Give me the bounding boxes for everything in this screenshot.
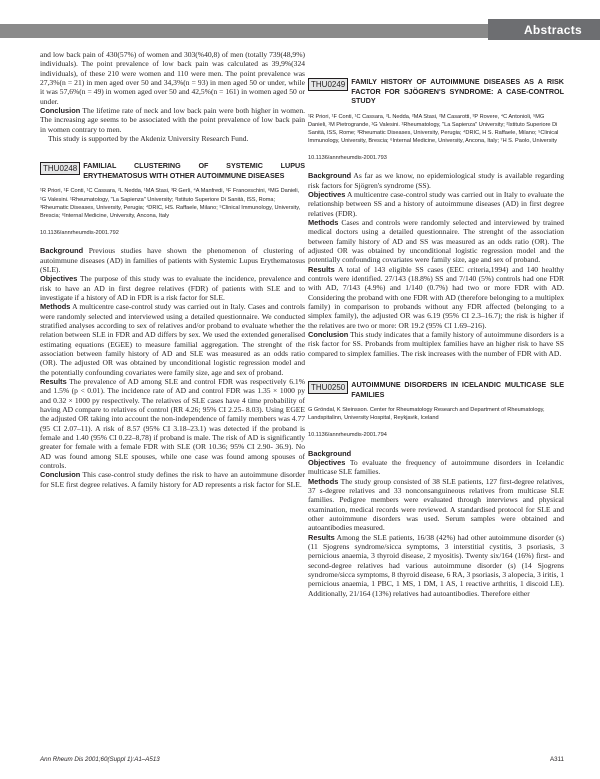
objectives-text: The purpose of this study was to evaluate the incidence, prevalence and risk to have an AD in first degree relatives (FDR) of patients with SLE and to investigate if a history of AD in FDR is a risk factor for SLE.	[40, 274, 305, 302]
conclusion-label: Conclusion	[308, 330, 349, 340]
objectives-paragraph	[40, 274, 305, 302]
objectives-text: A multicentre case-control study was carried out in Italy to evaluate the relationship between SS and a history of autoimmune diseases (AD) in first degree relatives (FDR).	[308, 189, 564, 218]
methods-paragraph	[40, 302, 305, 377]
methods-text: Cases and controls were randomly selected and interviewed by trained medical doctors using a detailed questionnaire. The strenght of the association between family history of AD and SS was measured as an odds ratio (OR). The adjusted OR was obtained by unconditional logistic regression model and the potentially confounding covariates were family size, age and sex of proband.	[308, 217, 564, 265]
abstract-header-thu0249	[308, 77, 564, 106]
methods-text: A multicentre case-control study was carried out in Italy. Cases and controls were randomly selected and interviewed using a detailed questionnaire. We conducted stratified analyses according to sex of relatives and/or proband to evaluate whether the relation between SLE in FDR and AD differs by sex. We used the extended generalised estimating equations (EGEE) to measure familial aggregation. The strenght of the association between family history of AD and SLE was measured as an odds ratio (OR). The adjusted OR was obtained by unconditional logistic regression model and the potentially confounding covariates were family size, age and sex of proband.	[40, 302, 305, 377]
intro-paragraph: and low back pain of 430(57%) of women and 303(%40,8) of men (totally 739(48,9%) individuals). The point prevalence of low back pain was calculated as 39,9%(324 individuals), of these 210 were women and 110 were men. The point prevalence was 27,3%(n = 21) in men aged over 50 and 34,3%(n = 93) in men aged 50 or under, while it was 57,6%(n = 49) in women aged over 50 and 42,5%(n = 161) in women aged 50 or under.	[40, 50, 305, 106]
abstract-title: AUTOIMMUNE DISORDERS IN ICELANDIC MULTICASE SLE FAMILIES	[351, 380, 564, 399]
conclusion-paragraph-2	[40, 470, 305, 489]
results-paragraph	[40, 377, 305, 470]
abstract-title: FAMILIAL CLUSTERING OF SYSTEMIC LUPUS ERYTHEMATOSUS WITH OTHER AUTOIMMUNE DISEASES	[83, 161, 305, 180]
left-column	[40, 50, 305, 489]
background-text: As far as we know, no epidemiological study is available regarding risk factors for Sjögren's syndrome (SS).	[308, 171, 564, 190]
conclusion-paragraph	[308, 330, 564, 358]
conclusion-text: The lifetime rate of neck and low back pain were both higher in women. The increasing age seems to be associated with the point prevalence of low back pain in women contrary to men.	[40, 106, 305, 134]
page-footer	[40, 756, 564, 763]
header-bar	[0, 0, 600, 44]
results-paragraph	[308, 265, 564, 330]
abstract-code: THU0249	[308, 78, 348, 91]
abstract-header-thu0250	[308, 380, 564, 399]
results-label: Results	[308, 264, 335, 274]
background-paragraph	[308, 171, 564, 190]
objectives-paragraph	[308, 458, 564, 477]
results-text: A total of 143 eligible SS cases (EEC criteria,1994) and 140 healthy controls were identified. 27/143 (18.8%) SS and 7/140 (5%) controls had one FDR with AD, 7/143 (4.9%) and 1/140 (0.7%) had two or more FDR with AD. Considering the proband with one FDR with AD (therefore belonging to a multiplex family) in comparison to probands without any FDR affected (belonging to a simplex family), the adjusted OR was 6.19 (95% CI 2.3–16.7); the risk is higher if the relatives are two or more: OR 19.2 (95% CI 1.69–216).	[308, 264, 564, 330]
methods-label: Methods	[308, 476, 339, 486]
page-number: A311	[550, 756, 564, 763]
conclusion-paragraph	[40, 106, 305, 134]
abstract-title: FAMILY HISTORY OF AUTOIMMUNE DISEASES AS A RISK FACTOR FOR SJÖGREN'S SYNDROME: A CASE-CONTROL STUDY	[351, 77, 564, 105]
methods-text: The study group consisted of 38 SLE patients, 127 first-degree relatives, 37 s-degree relatives and 33 nonconsanguineous relatives from multicase SLE families. Pedigree members were evaluated through interviews and physical examination, medical records were reviewed. A standardised protocol for SLE and other autoimmune disorders was used. Serum samples were obtained and autoantibodies measured.	[308, 476, 564, 533]
abstract-code: THU0248	[40, 162, 80, 175]
background-paragraph	[40, 246, 305, 274]
background-heading	[308, 449, 564, 458]
abstract-code: THU0250	[308, 381, 348, 394]
abstract-header-thu0248	[40, 161, 305, 180]
background-label: Background	[40, 246, 84, 256]
results-label: Results	[40, 376, 67, 386]
section-tab: Abstracts	[488, 19, 600, 40]
abstract-doi: 10.1136/annrheumdis-2001.794	[308, 432, 387, 439]
abstract-doi: 10.1136/annrheumdis-2001.793	[308, 154, 387, 161]
abstract-authors: G Gröndal, K Steinsson. Center for Rheumatology Research and Department of Rheumatology, Landspitalinn, University Hospital, Reykjavik, Iceland	[308, 407, 545, 422]
background-label: Background	[308, 448, 352, 458]
results-paragraph	[308, 533, 564, 598]
methods-label: Methods	[40, 302, 71, 312]
conclusion-text-2: This case-control study defines the risk to have an autoimmune disorder for SLE first degree relatives. A family history for AD represents a risk factor for SLE.	[40, 470, 305, 489]
abstract-doi: 10.1136/annrheumdis-2001.792	[40, 229, 119, 236]
objectives-label: Objectives	[308, 189, 346, 199]
methods-paragraph	[308, 477, 564, 533]
methods-label: Methods	[308, 217, 339, 227]
right-column	[308, 77, 564, 598]
conclusion-label: Conclusion	[40, 106, 81, 116]
results-label: Results	[308, 532, 335, 542]
methods-paragraph	[308, 218, 564, 265]
background-label: Background	[308, 171, 352, 181]
results-text: The prevalence of AD among SLE and control FDR was respectively 6.1% and 1.5% (p < 0.01). The incidence rate of AD and control FDR was 1.35 × 1000 py and 0.32 × 1000 py respectively. The relatives of SLE cases have 4 time probability of having AD compare to relatives of control (RR 4.26; 95% CI 2.25- 8.03). Using EGEE the adjusted OR taking into account the non-independence of family members was 4.77 (95 CI 2.07–11). A risk of 8.57 (95% CI 3.18–23.1) was detected if the proband is female and 1.40 (95% CI 0.22–8,78) if proband is male. The risk of AD is significantly greater for female with a female FDR with SLE (OR 10.36; 95% CI 2.90- 36.9). No AD was found among SLE spouses, while one case was found among spouses of controls.	[40, 376, 305, 471]
journal-citation: Ann Rheum Dis 2001;60(Suppl 1):A1–A513	[40, 756, 160, 763]
support-paragraph: This study is supported by the Akdeniz University Research Fund.	[48, 134, 249, 144]
objectives-label: Objectives	[40, 274, 78, 284]
abstract-authors: ¹R Priori, ¹F Conti, ¹C Cassara, ²L Nedda, ¹MA Stasi, ³R Gerli, ⁴A Manfredi, ⁵F Franceschini, ⁶MG Danieli, ¹G Valesini. ¹Rheumatology, "La Sapienza" University; ²Istituto Superiore Di Sanità, ISS, Roma; ³Rheumatic Diseases, University, Perugia; ⁴DRIC, HS. Raffaele, Milano; ⁵Clinical Immunology, University, Brescia; ⁶Internal Medicine, University, Ancona, Italy	[40, 188, 301, 219]
conclusion-text: This study indicates that a family history of autoimmune disorders is a risk factor for SS. Probands from multiplex families have an higher risk to have SS compared to simplex families. The risk increases with the number of FDR with AD.	[308, 330, 564, 358]
results-text: Among the SLE patients, 16/38 (42%) had other autoimmune disorder (s) (11 Sjogrens syndrome/sicca symptoms, 3 interstitial cystitis, 3 psoriasis, 3 pernicious anaemia, 3 thyroid disease, 2 myositis). Twenty six/164 (16%) first- and second-degree relatives had various autoimmune disorder (s) (14 Sjogrens syndrome/sicca symptoms, 8 thyroid disease, 6 RA, 3 psoriasis, 3 alopecia, 3 iritis, 1 pernicious anaemia, 1 PBC, 1 MS, 1 DM, 1 AS, 1 reactive arthritis, 1 discoid LE). Additionally, 21/164 (13%) relatives had autoantibodies. Therefore either	[308, 532, 564, 598]
objectives-paragraph	[308, 190, 564, 218]
conclusion-label-2: Conclusion	[40, 470, 81, 480]
abstract-authors: ¹R Priori, ¹F Conti, ¹C Cassara, ²L Nedda, ²MA Stasi, ²M Casarotti, ³P Rovere, ⁴C Antonioli, ⁵MG Danieli, ¹M Pietrogrande, ¹G Valesini. ¹Rheumatology, "La Sapienza" University; ²Istituto Superiore Di Sanità, ISS, Rome; ³Rheumatic Diseases, University, Perugia; ⁴DRIC, H S. Raffaele, Milano; ⁵Clinical Immunology, University, Brescia; ⁶Internal Medicine, University, Ancona, Italy; ⁷H S. Paolo, University	[308, 113, 559, 144]
objectives-label: Objectives	[308, 457, 346, 467]
background-text: Previous studies have shown the phenomenon of clustering of autoimmune diseases (AD) in families of patients with Systemic Lupus Erythematosus (SLE).	[40, 246, 305, 274]
objectives-text: To evaluate the frequency of autoimmune disorders in Icelandic multicase SLE families.	[308, 457, 564, 477]
